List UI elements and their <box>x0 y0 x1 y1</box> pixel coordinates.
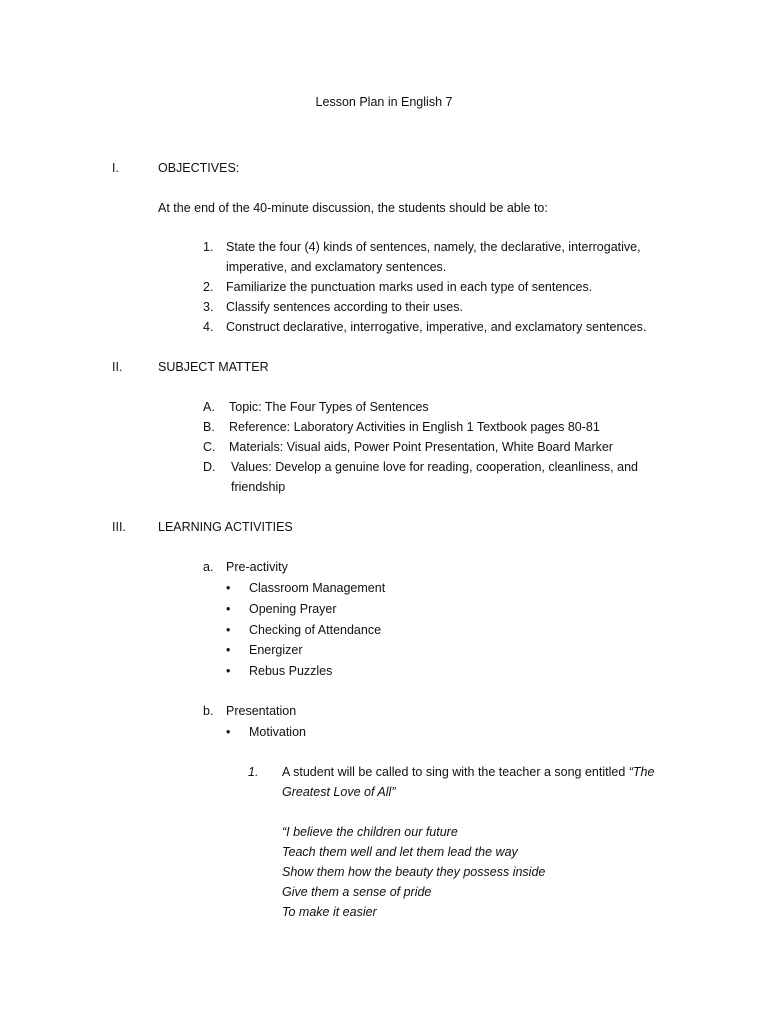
list-number: 4. <box>203 320 214 334</box>
list-item-text: Values: Develop a genuine love for reading, cooperation, cleanliness, and <box>231 460 638 474</box>
list-item-text: Materials: Visual aids, Power Point Presentation, White Board Marker <box>229 440 613 454</box>
list-number: 1. <box>203 240 214 254</box>
bullet-item: Checking of Attendance <box>249 623 382 637</box>
list-letter: b. <box>203 704 214 718</box>
bullet-item: Classroom Management <box>249 581 386 595</box>
list-item-text: Topic: The Four Types of Sentences <box>229 400 429 414</box>
bullet-icon: • <box>226 602 231 616</box>
objectives-intro: At the end of the 40-minute discussion, the students should be able to: <box>158 201 548 215</box>
section-numeral: I. <box>112 161 119 175</box>
lyric-line: Show them how the beauty they possess inside <box>282 865 546 879</box>
bullet-icon: • <box>226 664 231 678</box>
list-item-text: Classify sentences according to their uses. <box>226 300 463 314</box>
lyric-line: Teach them well and let them lead the way <box>282 845 518 859</box>
section-heading-learning-activities: LEARNING ACTIVITIES <box>158 520 293 534</box>
list-letter: C. <box>203 440 216 454</box>
lyric-line: “I believe the children our future <box>282 825 458 839</box>
section-heading-objectives: OBJECTIVES: <box>158 161 240 175</box>
list-letter: D. <box>203 460 216 474</box>
presentation-label: Presentation <box>226 704 297 718</box>
bullet-item: Rebus Puzzles <box>249 664 333 678</box>
list-number: 3. <box>203 300 214 314</box>
document-title: Lesson Plan in English 7 <box>315 95 453 109</box>
section-numeral: III. <box>112 520 126 534</box>
step-text-plain: A student will be called to sing with the teacher a song entitled <box>282 765 629 779</box>
song-title-end: Greatest Love of All” <box>282 785 396 799</box>
list-item-text: State the four (4) kinds of sentences, namely, the declarative, interrogative, <box>226 240 641 254</box>
list-letter: A. <box>203 400 215 414</box>
bullet-icon: • <box>226 623 231 637</box>
lyric-line: To make it easier <box>282 905 377 919</box>
pre-activity-label: Pre-activity <box>226 560 288 574</box>
bullet-item: Opening Prayer <box>249 602 337 616</box>
step-number: 1. <box>248 765 259 779</box>
bullet-icon: • <box>226 643 231 657</box>
list-letter: B. <box>203 420 215 434</box>
list-number: 2. <box>203 280 214 294</box>
list-item-text: imperative, and exclamatory sentences. <box>226 260 447 274</box>
bullet-icon: • <box>226 725 231 739</box>
list-item-text: Familiarize the punctuation marks used in each type of sentences. <box>226 280 593 294</box>
bullet-item: Motivation <box>249 725 306 739</box>
lyric-line: Give them a sense of pride <box>282 885 432 899</box>
list-item-text: Construct declarative, interrogative, imperative, and exclamatory sentences. <box>226 320 647 334</box>
step-text <box>282 762 654 782</box>
list-item-text: Reference: Laboratory Activities in English 1 Textbook pages 80-81 <box>229 420 600 434</box>
section-numeral: II. <box>112 360 123 374</box>
bullet-icon: • <box>226 581 231 595</box>
list-item-text: friendship <box>231 480 286 494</box>
bullet-item: Energizer <box>249 643 303 657</box>
section-heading-subject-matter: SUBJECT MATTER <box>158 360 269 374</box>
list-letter: a. <box>203 560 214 574</box>
song-title-start: “The <box>628 765 655 779</box>
